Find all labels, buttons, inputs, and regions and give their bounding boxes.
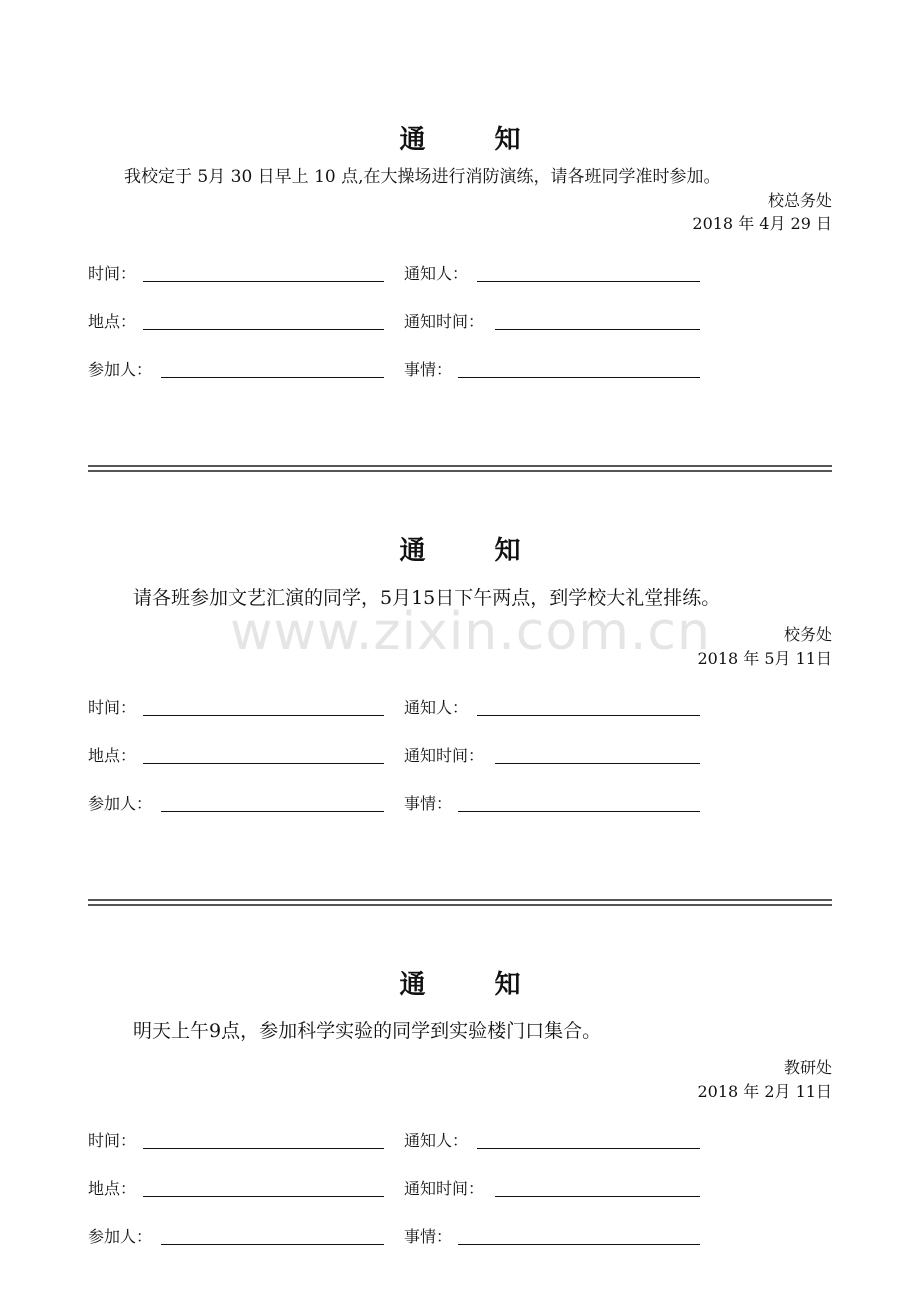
participants-blank-line[interactable] <box>161 377 384 378</box>
notice-title: 通 知 <box>399 125 551 155</box>
watermark: www.zixin.com.cn <box>230 602 711 662</box>
time-blank-line[interactable] <box>143 715 384 716</box>
participants-label: 参加人： <box>88 1227 153 1246</box>
place-label: 地点： <box>88 312 137 331</box>
place-label: 地点： <box>88 746 137 765</box>
matter-label: 事情： <box>404 360 453 379</box>
matter-label: 事情： <box>404 794 453 813</box>
issuing-office: 校总务处 <box>767 191 832 210</box>
notifier-blank-line[interactable] <box>477 715 700 716</box>
matter-blank-line[interactable] <box>458 811 700 812</box>
notice-title: 通 知 <box>399 536 551 566</box>
notice-body: 明天上午9点，参加科学实验的同学到实验楼门口集合。 <box>133 1020 602 1042</box>
matter-blank-line[interactable] <box>458 377 700 378</box>
notice-date: 2018 年 2月 11日 <box>697 1082 832 1101</box>
notify-time-label: 通知时间： <box>404 1179 485 1198</box>
notifier-label: 通知人： <box>404 1131 469 1150</box>
time-blank-line[interactable] <box>143 1148 384 1149</box>
participants-label: 参加人： <box>88 360 153 379</box>
time-label: 时间： <box>88 698 137 717</box>
participants-label: 参加人： <box>88 794 153 813</box>
time-label: 时间： <box>88 1131 137 1150</box>
notifier-label: 通知人： <box>404 698 469 717</box>
notice-body: 请各班参加文艺汇演的同学，5月15日下午两点，到学校大礼堂排练。 <box>133 587 721 609</box>
notice-date: 2018 年 5月 11日 <box>697 649 832 668</box>
separator <box>88 899 832 906</box>
place-blank-line[interactable] <box>143 1196 384 1197</box>
notifier-blank-line[interactable] <box>477 1148 700 1149</box>
notify-time-label: 通知时间： <box>404 746 485 765</box>
matter-blank-line[interactable] <box>458 1244 700 1245</box>
participants-blank-line[interactable] <box>161 1244 384 1245</box>
notify-time-label: 通知时间： <box>404 312 485 331</box>
notify-time-blank-line[interactable] <box>495 1196 700 1197</box>
matter-label: 事情： <box>404 1227 453 1246</box>
place-label: 地点： <box>88 1179 137 1198</box>
notice-body: 我校定于 5月 30 日早上 10 点,在大操场进行消防演练，请各班同学准时参加。 <box>124 167 721 187</box>
separator <box>88 465 832 472</box>
participants-blank-line[interactable] <box>161 811 384 812</box>
time-label: 时间： <box>88 264 137 283</box>
notifier-label: 通知人： <box>404 264 469 283</box>
place-blank-line[interactable] <box>143 763 384 764</box>
notify-time-blank-line[interactable] <box>495 763 700 764</box>
notice-title: 通 知 <box>399 970 551 1000</box>
issuing-office: 校务处 <box>783 625 832 644</box>
issuing-office: 教研处 <box>783 1058 832 1077</box>
notice-date: 2018 年 4月 29 日 <box>692 214 832 233</box>
